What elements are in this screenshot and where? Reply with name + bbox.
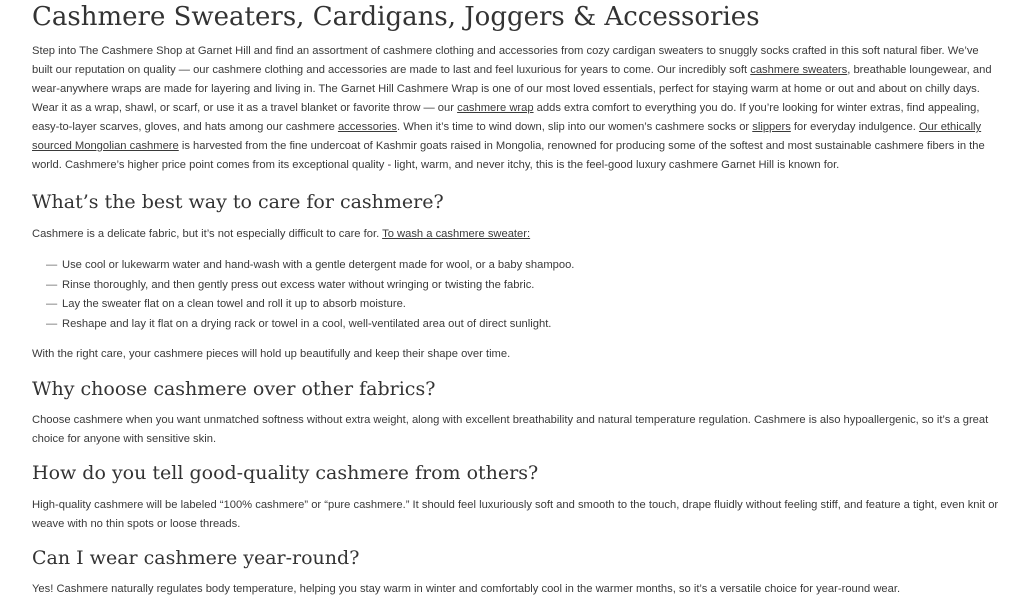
care-step-text: Lay the sweater flat on a clean towel and roll it up to absorb moisture. (62, 298, 406, 310)
cashmere-sweaters-link[interactable]: cashmere sweaters (750, 64, 848, 76)
wash-cashmere-link[interactable]: To wash a cashmere sweater: (382, 228, 531, 240)
dash-bullet: — (46, 278, 58, 291)
care-closing: With the right care, your cashmere pieces will hold up beautifully and keep their shape over time. (32, 348, 511, 360)
year-round-heading: Can I wear cashmere year-round? (32, 547, 360, 569)
intro-text-1: Step into The Cashmere Shop at Garnet Hill and find an assortment of cashmere clothing and accessories from cozy cardigan sweaters to snuggly socks crafted in this soft natural fiber. We’ve built our reputation on quality — our cashmere clothing and accessories are made to last and feel luxurious for years to come. Our incredibly soft (32, 45, 979, 76)
why-body: Choose cashmere when you want unmatched softness without extra weight, along with excellent breathability and natural temperature regulation. Cashmere is also hypoallergenic, so it’s a great choice for anyone with sensitive skin. (32, 414, 989, 445)
page-title: Cashmere Sweaters, Cardigans, Joggers & Accessories (32, 2, 760, 32)
slippers-link[interactable]: slippers (752, 121, 791, 133)
list-item (46, 276, 574, 296)
list-item (46, 256, 574, 276)
dash-bullet: — (46, 317, 58, 330)
care-step-text: Reshape and lay it flat on a drying rack or towel in a cool, well-ventilated area out of direct sunlight. (62, 317, 552, 330)
quality-body: High-quality cashmere will be labeled “100% cashmere” or “pure cashmere.” It should feel luxuriously soft and smooth to the touch, drape fluidly without feeling stiff, and feature a tight, even knit or weave with no thin spots or loose threads. (32, 499, 999, 530)
intro-text-6: is harvested from the fine undercoat of Kashmir goats raised in Mongolia, renowned for producing some of the softest and most sustainable cashmere fibers in the world. Cashmere’s higher price point comes from its exceptional quality - light, warm, and never itchy, this is the feel-good luxury cashmere Garnet Hill is known for. (32, 140, 985, 171)
intro-text-2: , breathable loungewear, and wear-anywhere wraps are made for layering and living in. The Garnet Hill Cashmere Wrap is one of our most loved essentials, perfect for staying warm at home or out and about on chilly days. Wear it as a wrap, shawl, or scarf, or use it as a travel blanket or favorite throw — our (32, 64, 992, 114)
care-steps-list (46, 256, 574, 334)
dash-bullet: — (46, 298, 58, 310)
cashmere-wrap-link[interactable]: cashmere wrap (457, 102, 534, 114)
care-step-text: Rinse thoroughly, and then gently press out excess water without wringing or twisting the fabric. (62, 278, 535, 291)
care-heading: What’s the best way to care for cashmere? (32, 191, 444, 213)
intro-paragraph (32, 42, 1000, 175)
why-heading: Why choose cashmere over other fabrics? (32, 378, 436, 400)
care-lead-text: Cashmere is a delicate fabric, but it’s not especially difficult to care for. (32, 228, 383, 240)
list-item (46, 315, 574, 335)
year-round-body: Yes! Cashmere naturally regulates body temperature, helping you stay warm in winter and comfortably cool in the warmer months, so it’s a versatile choice for year-round wear. (32, 583, 901, 595)
care-lead (32, 225, 1000, 244)
intro-text-4: . When it’s time to wind down, slip into our women’s cashmere socks or (397, 121, 753, 133)
mongolian-cashmere-link[interactable]: Our ethically sourced Mongolian cashmere (32, 121, 982, 152)
intro-text-3: adds extra comfort to everything you do. If you’re looking for winter extras, find appealing, easy-to-layer scarves, gloves, and hats among our cashmere (32, 102, 980, 133)
quality-heading: How do you tell good-quality cashmere from others? (32, 462, 539, 484)
dash-bullet: — (46, 259, 58, 271)
care-step-text: Use cool or lukewarm water and hand-wash with a gentle detergent made for wool, or a baby shampoo. (62, 259, 575, 271)
list-item (46, 295, 574, 315)
intro-text-5: for everyday indulgence. (790, 121, 919, 133)
accessories-link[interactable]: accessories (337, 121, 398, 133)
